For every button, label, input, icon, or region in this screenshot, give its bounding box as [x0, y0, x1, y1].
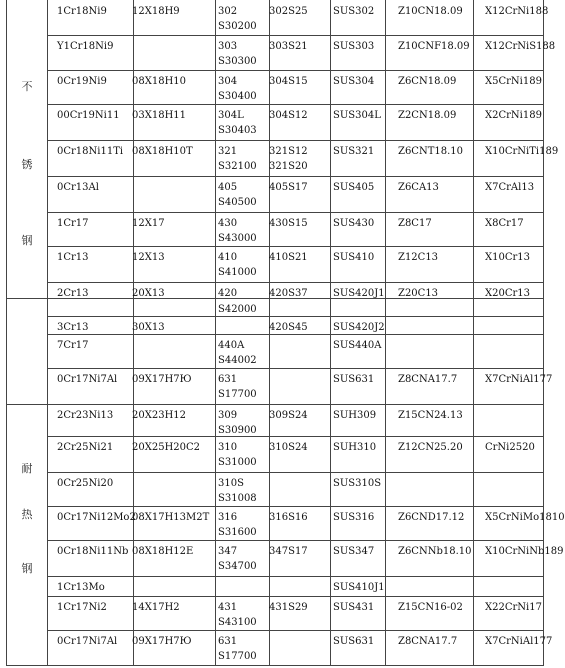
table-cell-c2: 20X25H20C2 [132, 442, 201, 453]
table-cell-c5: SUS347 [333, 546, 375, 557]
group-divider [7, 404, 47, 405]
row-divider [47, 282, 543, 283]
table-cell-c3b: S41000 [218, 267, 257, 278]
table-cell-c3b: S43100 [218, 617, 257, 628]
table-cell-c7: X7CrAl13 [485, 182, 535, 193]
table-cell-c7: X12CrNi188 [485, 6, 549, 17]
table-cell-c3b: S17700 [218, 651, 257, 662]
table-cell-c2: 20X23H12 [132, 410, 187, 421]
table-cell-c1: 0Cr17Ni7Al [57, 636, 118, 647]
table-cell-c2: 20X13 [132, 288, 165, 299]
table-cell-c7: X7CrNiAl177 [485, 636, 553, 647]
table-cell-c7: X5CrNi189 [485, 76, 542, 87]
table-cell-c7: X22CrNi17 [485, 602, 542, 613]
table-cell-c6: Z6CND17.12 [398, 512, 465, 523]
group-label-char: 耐 [21, 462, 33, 475]
table-cell-c5: SUS420J2 [333, 322, 385, 333]
table-cell-c6: Z6CNNb18.10 [398, 546, 472, 557]
table-cell-c2: 09X17H7Ю [132, 636, 192, 647]
table-cell-c2: 12X13 [132, 252, 165, 263]
row-divider [47, 436, 543, 437]
row-divider [47, 140, 543, 141]
table-cell-c5: SUS310S [333, 478, 382, 489]
table-cell-c3: 303 [218, 41, 238, 52]
row-divider [47, 246, 543, 247]
table-cell-c3b: S31000 [218, 457, 257, 468]
table-cell-c3: S42000 [218, 304, 257, 315]
table-cell-c3b: S30403 [218, 125, 257, 136]
table-cell-c3: 321 [218, 146, 238, 157]
table-cell-c4: 321S12 [269, 146, 308, 157]
table-cell-c1: 7Cr17 [57, 340, 89, 351]
table-cell-c3: 631 [218, 374, 238, 385]
table-cell-c3b: S30900 [218, 425, 257, 436]
table-cell-c3b: S17700 [218, 389, 257, 400]
table-cell-c1: 0Cr13Al [57, 182, 99, 193]
table-cell-c4b: 321S20 [269, 161, 308, 172]
group-label-stainless [7, 0, 47, 298]
table-cell-c5: SUS431 [333, 602, 375, 613]
group-label-char: 热 [21, 508, 33, 521]
table-cell-c6: Z10CNF18.09 [398, 41, 470, 52]
table-cell-c5: SUS302 [333, 6, 375, 17]
table-cell-c3b: S31008 [218, 493, 257, 504]
table-cell-c5: SUS304L [333, 110, 381, 121]
table-cell-c6: Z15CN24.13 [398, 410, 463, 421]
column-divider [215, 0, 216, 665]
table-cell-c6: Z12C13 [398, 252, 439, 263]
table-cell-c1: 1Cr13Mo [57, 582, 105, 593]
table-cell-c1: 0Cr18Ni11Nb [57, 546, 129, 557]
table-cell-c3: 405 [218, 182, 238, 193]
table-cell-c6: Z2CN18.09 [398, 110, 457, 121]
row-divider [47, 472, 543, 473]
table-cell-c5: SUS631 [333, 374, 375, 385]
table-cell-c6: Z20C13 [398, 288, 439, 299]
group-label-char: 钢 [21, 562, 33, 575]
table-cell-c4: 304S12 [269, 110, 308, 121]
table-cell-c4: 420S45 [269, 322, 308, 333]
table-cell-c7: X10Cr13 [485, 252, 530, 263]
table-cell-c2: 08X18H12E [132, 546, 194, 557]
table-cell-c5: SUS440A [333, 340, 382, 351]
table-cell-c5: SUS631 [333, 636, 375, 647]
table-cell-c1: 0Cr18Ni11Ti [57, 146, 124, 157]
table-cell-c1: 3Cr13 [57, 322, 89, 333]
table-cell-c3b: S40500 [218, 197, 257, 208]
table-cell-c5: SUS420J1 [333, 288, 385, 299]
table-cell-c3b: S30400 [218, 91, 257, 102]
table-cell-c4: 303S21 [269, 41, 308, 52]
table-cell-c5: SUH310 [333, 442, 377, 453]
table-cell-c2: 08X18H10 [132, 76, 187, 87]
table-cell-c6: Z12CN25.20 [398, 442, 463, 453]
column-divider [330, 0, 331, 665]
table-cell-c1: 1Cr17Ni2 [57, 602, 107, 613]
table-cell-c3: 440A [218, 340, 245, 351]
table-cell-c2: 12X17 [132, 218, 165, 229]
table-cell-c4: 347S17 [269, 546, 308, 557]
table-cell-c3: 410 [218, 252, 238, 263]
table-cell-c1: 1Cr18Ni9 [57, 6, 107, 17]
table-cell-c1: 1Cr13 [57, 252, 89, 263]
table-cell-c5: SUS304 [333, 76, 375, 87]
table-cell-c5: SUH309 [333, 410, 377, 421]
table-cell-c7: X10CrNiNb189 [485, 546, 564, 557]
row-divider [47, 35, 543, 36]
row-divider [47, 368, 543, 369]
table-cell-c5: SUS430 [333, 218, 375, 229]
row-divider [47, 540, 543, 541]
table-cell-c4: 309S24 [269, 410, 308, 421]
table-cell-c5: SUS303 [333, 41, 375, 52]
table-cell-c3b: S43000 [218, 233, 257, 244]
table-cell-c3b: S30200 [218, 21, 257, 32]
table-cell-c7: X12CrNiS188 [485, 41, 556, 52]
table-cell-c2: 03X18H11 [132, 110, 187, 121]
table-cell-c6: Z8C17 [398, 218, 432, 229]
table-cell-c3: 430 [218, 218, 238, 229]
table-cell-c2: 09X17H7Ю [132, 374, 192, 385]
row-divider [47, 596, 543, 597]
table-cell-c3b: S32100 [218, 161, 257, 172]
table-cell-c3: 310S [218, 478, 244, 489]
table-cell-c3: 316 [218, 512, 238, 523]
table-cell-c2: 08X17H13M2T [132, 512, 210, 523]
table-cell-c2: 30X13 [132, 322, 165, 333]
row-divider [47, 176, 543, 177]
table-cell-c3: 347 [218, 546, 238, 557]
table-cell-c3: 304L [218, 110, 244, 121]
table-cell-c1: 00Cr19Ni11 [57, 110, 120, 121]
table-cell-c4: 410S21 [269, 252, 308, 263]
table-cell-c6: Z6CN18.09 [398, 76, 457, 87]
table-cell-c6: Z6CNT18.10 [398, 146, 464, 157]
table-cell-c1: Y1Cr18Ni9 [57, 41, 114, 52]
column-divider [47, 0, 48, 665]
group-label-char: 钢 [21, 234, 33, 247]
table-cell-c7: X8Cr17 [485, 218, 524, 229]
table-cell-c4: 430S15 [269, 218, 308, 229]
table-cell-c5: SUS316 [333, 512, 375, 523]
table-cell-c3b: S31600 [218, 527, 257, 538]
table-cell-c6: Z6CA13 [398, 182, 439, 193]
table-cell-c1: 0Cr17Ni7Al [57, 374, 118, 385]
table-cell-c7: CrNi2520 [485, 442, 535, 453]
table-cell-c5: SUS410J1 [333, 582, 385, 593]
row-divider [47, 630, 543, 631]
group-label-heat-resistant [7, 404, 47, 666]
table-cell-c1: 2Cr13 [57, 288, 89, 299]
table-cell-c3: 310 [218, 442, 238, 453]
table-cell-c4: 304S15 [269, 76, 308, 87]
table-cell-c1: 2Cr23Ni13 [57, 410, 114, 421]
row-divider [47, 334, 543, 335]
table-cell-c4: 431S29 [269, 602, 308, 613]
table-cell-c3b: S30300 [218, 56, 257, 67]
row-divider [47, 212, 543, 213]
table-cell-c4: 405S17 [269, 182, 308, 193]
row-divider [47, 404, 543, 405]
table-cell-c2: 12X18H9 [132, 6, 180, 17]
table-cell-c1: 1Cr17 [57, 218, 89, 229]
table-cell-c3b: S44002 [218, 355, 257, 366]
table-cell-c3: 631 [218, 636, 238, 647]
table-cell-c1: 0Cr19Ni9 [57, 76, 107, 87]
row-divider [47, 70, 543, 71]
table-cell-c3: 309 [218, 410, 238, 421]
table-cell-c6: Z8CNA17.7 [398, 374, 458, 385]
table-cell-c7: X7CrNiAl177 [485, 374, 553, 385]
table-cell-c3b: S34700 [218, 561, 257, 572]
table-cell-c4: 302S25 [269, 6, 308, 17]
table-cell-c6: Z15CN16-02 [398, 602, 463, 613]
table-cell-c7: X2CrNi189 [485, 110, 542, 121]
table-cell-c3: 304 [218, 76, 238, 87]
row-divider [47, 104, 543, 105]
row-divider [47, 506, 543, 507]
table-cell-c5: SUS410 [333, 252, 375, 263]
table-cell-c7: X20Cr13 [485, 288, 530, 299]
table-cell-c4: 310S24 [269, 442, 308, 453]
table-cell-c4: 420S37 [269, 288, 308, 299]
row-divider [47, 316, 543, 317]
table-cell-c1: 2Cr25Ni21 [57, 442, 114, 453]
group-label-char: 不 [21, 80, 33, 93]
table-cell-c7: X10CrNiTi189 [485, 146, 559, 157]
table-cell-c2: 08X18H10T [132, 146, 193, 157]
table-cell-c3: 302 [218, 6, 238, 17]
column-divider [473, 0, 474, 665]
table-cell-c4: 316S16 [269, 512, 308, 523]
group-divider [7, 298, 47, 299]
table-cell-c5: SUS405 [333, 182, 375, 193]
table-cell-c1: 0Cr25Ni20 [57, 478, 114, 489]
row-divider [47, 576, 543, 577]
table-cell-c6: Z10CN18.09 [398, 6, 463, 17]
table-cell-c2: 14X17H2 [132, 602, 180, 613]
group-label-char: 锈 [21, 158, 33, 171]
table-cell-c5: SUS321 [333, 146, 375, 157]
column-divider [385, 0, 386, 665]
table-cell-c3: 431 [218, 602, 238, 613]
table-cell-c3: 420 [218, 288, 238, 299]
table-cell-c6: Z8CNA17.7 [398, 636, 458, 647]
row-divider [47, 298, 543, 299]
table-cell-c7: X5CrNiMo1810 [485, 512, 565, 523]
steel-grade-table [6, 0, 565, 666]
table-cell-c1: 0Cr17Ni12Mo2 [57, 512, 136, 523]
